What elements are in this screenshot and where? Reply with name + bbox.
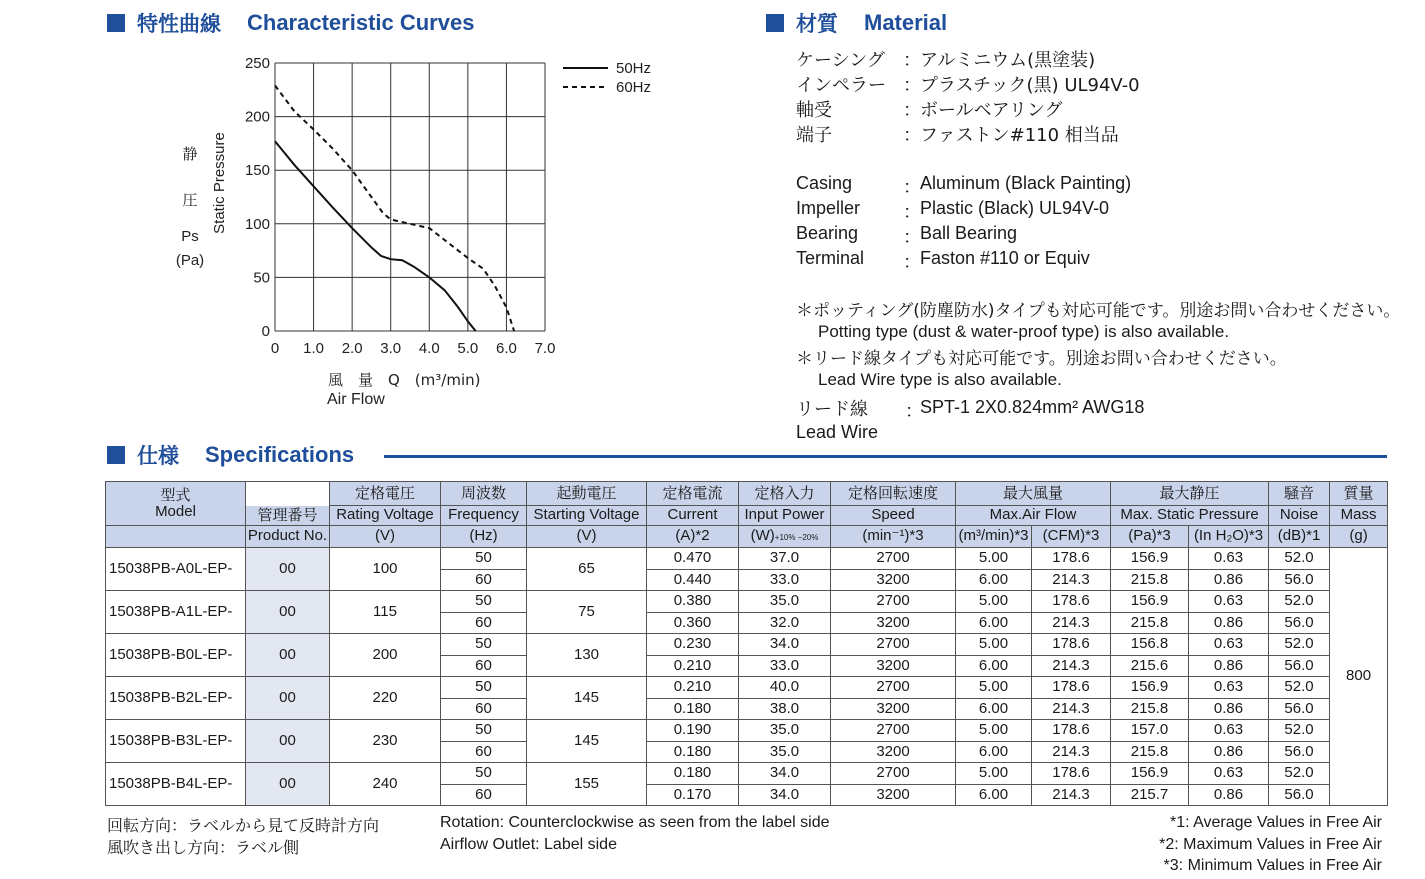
mat-en-label: Casing: [796, 173, 853, 193]
cell-starting-voltage: 65: [527, 548, 647, 591]
cell-frequency: 50: [441, 634, 527, 656]
cell-flow-cfm: 214.3: [1032, 698, 1111, 720]
potting-note-en: Potting type (dust & water-proof type) is also available.: [818, 322, 1230, 341]
cell-flow-m3: 6.00: [956, 569, 1032, 591]
lead-label-en: Lead Wire: [796, 422, 879, 442]
th-start-jp: 起動電圧: [527, 482, 647, 506]
cell-power: 32.0: [739, 612, 831, 634]
cell-frequency: 50: [441, 677, 527, 699]
cell-frequency: 50: [441, 720, 527, 742]
cell-frequency: 50: [441, 763, 527, 785]
th-pow-jp: 定格入力: [739, 482, 831, 506]
x-tick-label: 1.0: [303, 340, 325, 357]
th-speed-jp: 定格回転速度: [831, 482, 956, 506]
x-tick-label: 4.0: [418, 340, 440, 357]
cell-pressure-inh2o: 0.86: [1189, 698, 1269, 720]
th-noise-en: Noise: [1269, 506, 1330, 526]
cell-speed: 3200: [831, 741, 956, 763]
cell-power: 33.0: [739, 569, 831, 591]
x-axis-label-jp: 風 量 Q (m³/min): [328, 371, 481, 389]
cell-pressure-pa: 156.9: [1111, 591, 1189, 613]
mat-jp-colon: ：: [903, 125, 921, 146]
cell-power: 35.0: [739, 741, 831, 763]
curves-title-jp: 特性曲線: [137, 12, 221, 36]
y-tick-label: 150: [244, 162, 270, 180]
cell-flow-m3: 5.00: [956, 548, 1032, 570]
footnote-1: *1: Average Values in Free Air: [1170, 814, 1382, 831]
outlet-en: Airflow Outlet: Label side: [440, 836, 617, 853]
th-flow-jp: 最大風量: [956, 482, 1111, 506]
cell-voltage: 115: [330, 591, 441, 634]
cell-pressure-pa: 215.7: [1111, 784, 1189, 806]
cell-speed: 3200: [831, 698, 956, 720]
cell-frequency: 50: [441, 548, 527, 570]
footnote-2: *2: Maximum Values in Free Air: [1159, 836, 1382, 853]
th-flow-unit-cfm: (CFM)*3: [1032, 526, 1111, 548]
cell-flow-cfm: 178.6: [1032, 548, 1111, 570]
cell-flow-cfm: 214.3: [1032, 612, 1111, 634]
cell-flow-cfm: 178.6: [1032, 591, 1111, 613]
th-flow-unit-m3: (m³/min)*3: [956, 526, 1032, 548]
cell-current: 0.180: [647, 763, 739, 785]
cell-pressure-inh2o: 0.86: [1189, 784, 1269, 806]
rotation-jp: 回転方向：ラベルから見て反時計方向: [107, 816, 380, 835]
rotation-en: Rotation: Counterclockwise as seen from the label side: [440, 814, 830, 831]
th-curr-jp: 定格電流: [647, 482, 739, 506]
cell-power: 34.0: [739, 634, 831, 656]
cell-power: 40.0: [739, 677, 831, 699]
cell-flow-cfm: 214.3: [1032, 784, 1111, 806]
cell-pressure-inh2o: 0.63: [1189, 763, 1269, 785]
cell-flow-m3: 5.00: [956, 720, 1032, 742]
cell-flow-m3: 5.00: [956, 677, 1032, 699]
characteristic-curves-chart: [170, 48, 690, 408]
cell-noise: 52.0: [1269, 763, 1330, 785]
mat-jp-value: ボールベアリング: [920, 100, 1063, 121]
cell-voltage: 100: [330, 548, 441, 591]
th-start-en: Starting Voltage: [527, 506, 647, 526]
cell-starting-voltage: 130: [527, 634, 647, 677]
mat-jp-label: 軸受: [796, 100, 832, 121]
cell-flow-m3: 6.00: [956, 698, 1032, 720]
legend-label: 50Hz: [616, 60, 652, 77]
mat-jp-label: ケーシング: [796, 50, 885, 71]
mat-en-value: Aluminum (Black Painting): [920, 173, 1132, 193]
th-mass-unit: (g): [1330, 526, 1388, 548]
cell-pressure-inh2o: 0.63: [1189, 548, 1269, 570]
cell-noise: 56.0: [1269, 698, 1330, 720]
mat-en-colon: ：: [903, 177, 921, 198]
th-pow-en: Input Power: [739, 506, 831, 526]
series-line-60Hz: [275, 86, 514, 332]
cell-current: 0.170: [647, 784, 739, 806]
cell-speed: 2700: [831, 720, 956, 742]
cell-starting-voltage: 145: [527, 720, 647, 763]
th-prod-en: Product No.: [246, 526, 330, 548]
cell-flow-cfm: 178.6: [1032, 677, 1111, 699]
cell-power: 34.0: [739, 784, 831, 806]
cell-model: 15038PB-A0L-EP-: [106, 548, 246, 591]
cell-power: 33.0: [739, 655, 831, 677]
cell-power: 37.0: [739, 548, 831, 570]
th-volt-unit: (V): [330, 526, 441, 548]
x-tick-label: 0: [270, 340, 280, 357]
cell-flow-m3: 5.00: [956, 591, 1032, 613]
cell-pressure-pa: 215.8: [1111, 612, 1189, 634]
cell-current: 0.380: [647, 591, 739, 613]
cell-speed: 2700: [831, 634, 956, 656]
specs-title-jp: 仕様: [137, 444, 179, 468]
cell-frequency: 60: [441, 741, 527, 763]
y-tick-label: 0: [261, 323, 270, 340]
th-curr-en: Current: [647, 506, 739, 526]
cell-flow-m3: 6.00: [956, 655, 1032, 677]
curves-title-en: Characteristic Curves: [247, 10, 475, 35]
th-flow-en: Max.Air Flow: [956, 506, 1111, 526]
th-press-jp: 最大静圧: [1111, 482, 1269, 506]
cell-power: 38.0: [739, 698, 831, 720]
curves-section-title: [107, 8, 474, 38]
cell-flow-cfm: 178.6: [1032, 720, 1111, 742]
cell-product-no: 00: [246, 677, 330, 720]
cell-speed: 2700: [831, 763, 956, 785]
section-square-icon: [766, 14, 784, 32]
cell-voltage: 230: [330, 720, 441, 763]
cell-pressure-inh2o: 0.63: [1189, 591, 1269, 613]
th-noise-jp: 騒音: [1269, 482, 1330, 506]
cell-noise: 52.0: [1269, 677, 1330, 699]
table-row: [106, 634, 1388, 656]
mat-jp-colon: ：: [903, 100, 921, 121]
lead-value: SPT-1 2X0.824mm² AWG18: [920, 397, 1145, 417]
cell-flow-m3: 5.00: [956, 763, 1032, 785]
cell-pressure-pa: 215.8: [1111, 698, 1189, 720]
mat-jp-colon: ：: [903, 50, 921, 71]
cell-product-no: 00: [246, 548, 330, 591]
cell-frequency: 60: [441, 655, 527, 677]
cell-current: 0.190: [647, 720, 739, 742]
cell-noise: 52.0: [1269, 591, 1330, 613]
lead-colon: ：: [905, 401, 923, 421]
mat-en-label: Impeller: [796, 198, 861, 218]
cell-flow-cfm: 214.3: [1032, 569, 1111, 591]
cell-product-no: 00: [246, 720, 330, 763]
cell-flow-cfm: 178.6: [1032, 763, 1111, 785]
specs-title-rule: [384, 455, 1387, 458]
cell-flow-m3: 6.00: [956, 612, 1032, 634]
cell-frequency: 60: [441, 612, 527, 634]
specifications-table-body: [106, 548, 1388, 806]
cell-noise: 56.0: [1269, 741, 1330, 763]
cell-pressure-inh2o: 0.63: [1189, 720, 1269, 742]
y-axis-label-jp: 静: [182, 145, 198, 163]
th-speed-en: Speed: [831, 506, 956, 526]
cell-power: 35.0: [739, 720, 831, 742]
cell-pressure-pa: 156.8: [1111, 634, 1189, 656]
cell-pressure-pa: 156.9: [1111, 763, 1189, 785]
cell-frequency: 60: [441, 698, 527, 720]
cell-flow-m3: 6.00: [956, 741, 1032, 763]
cell-current: 0.440: [647, 569, 739, 591]
cell-speed: 2700: [831, 677, 956, 699]
mat-jp-label: インペラー: [796, 75, 886, 96]
th-mass-jp: 質量: [1330, 482, 1388, 506]
cell-pressure-inh2o: 0.86: [1189, 612, 1269, 634]
cell-noise: 56.0: [1269, 655, 1330, 677]
table-row: [106, 548, 1388, 570]
leadwire-note-en: Lead Wire type is also available.: [818, 370, 1062, 389]
cell-model: 15038PB-B0L-EP-: [106, 634, 246, 677]
th-speed-unit: (min⁻¹)*3: [831, 526, 956, 548]
section-square-icon: [107, 446, 125, 464]
cell-voltage: 220: [330, 677, 441, 720]
mat-jp-label: 端子: [796, 125, 832, 146]
potting-note-jp: ＊ポッティング(防塵防水)タイプも対応可能です。別途お問い合わせください。: [796, 301, 1401, 321]
cell-power: 35.0: [739, 591, 831, 613]
cell-noise: 56.0: [1269, 612, 1330, 634]
th-mass-en: Mass: [1330, 506, 1388, 526]
cell-starting-voltage: 155: [527, 763, 647, 806]
table-row: [106, 591, 1388, 613]
leadwire-note-jp: ＊リード線タイプも対応可能です。別途お問い合わせください。: [796, 349, 1287, 369]
y-tick-label: 100: [244, 215, 270, 233]
material-title-en: Material: [864, 10, 948, 35]
y-axis-label-jp: Ps: [181, 228, 199, 245]
cell-model: 15038PB-B3L-EP-: [106, 720, 246, 763]
cell-speed: 3200: [831, 655, 956, 677]
cell-speed: 2700: [831, 548, 956, 570]
th-freq-jp: 周波数: [441, 482, 527, 506]
cell-noise: 56.0: [1269, 784, 1330, 806]
cell-pressure-inh2o: 0.63: [1189, 634, 1269, 656]
table-row: [106, 677, 1388, 699]
th-freq-unit: (Hz): [441, 526, 527, 548]
cell-noise: 56.0: [1269, 569, 1330, 591]
cell-speed: 3200: [831, 569, 956, 591]
cell-pressure-inh2o: 0.86: [1189, 655, 1269, 677]
th-prod-jp: 管理番号: [246, 506, 330, 526]
cell-flow-m3: 6.00: [956, 784, 1032, 806]
th-volt-jp: 定格電圧: [330, 482, 441, 506]
mat-en-value: Ball Bearing: [920, 223, 1018, 243]
cell-model: 15038PB-A1L-EP-: [106, 591, 246, 634]
mat-en-label: Bearing: [796, 223, 859, 243]
mat-en-label: Terminal: [796, 248, 865, 268]
cell-starting-voltage: 145: [527, 677, 647, 720]
material-section-title: [766, 8, 947, 38]
cell-flow-m3: 5.00: [956, 634, 1032, 656]
cell-current: 0.470: [647, 548, 739, 570]
cell-power: 34.0: [739, 763, 831, 785]
cell-frequency: 60: [441, 784, 527, 806]
x-axis-label-en: Air Flow: [327, 391, 385, 408]
cell-pressure-pa: 215.6: [1111, 655, 1189, 677]
th-press-unit-inh2o: (In H₂O)*3: [1189, 526, 1269, 548]
x-tick-label: 7.0: [534, 340, 556, 357]
mat-en-value: Faston #110 or Equiv: [920, 248, 1090, 268]
cell-product-no: 00: [246, 591, 330, 634]
cell-pressure-pa: 215.8: [1111, 741, 1189, 763]
mat-jp-value: プラスチック(黒) UL94V-0: [920, 75, 1140, 96]
y-tick-label: 200: [244, 108, 270, 126]
cell-current: 0.210: [647, 677, 739, 699]
cell-pressure-inh2o: 0.86: [1189, 569, 1269, 591]
cell-model: 15038PB-B4L-EP-: [106, 763, 246, 806]
specifications-table: [105, 481, 1388, 806]
cell-speed: 3200: [831, 612, 956, 634]
cell-starting-voltage: 75: [527, 591, 647, 634]
th-press-unit-pa: (Pa)*3: [1111, 526, 1189, 548]
cell-flow-cfm: 178.6: [1032, 634, 1111, 656]
cell-pressure-pa: 157.0: [1111, 720, 1189, 742]
cell-pressure-inh2o: 0.63: [1189, 677, 1269, 699]
th-model-blank: [106, 526, 246, 548]
x-tick-label: 3.0: [380, 340, 402, 357]
mat-jp-value: ファストン#110 相当品: [920, 125, 1119, 146]
y-tick-label: 50: [253, 269, 270, 287]
cell-model: 15038PB-B2L-EP-: [106, 677, 246, 720]
cell-noise: 52.0: [1269, 634, 1330, 656]
mat-en-colon: ：: [903, 252, 921, 273]
cell-pressure-pa: 156.9: [1111, 548, 1189, 570]
cell-noise: 52.0: [1269, 720, 1330, 742]
th-model: 型式 Model: [106, 482, 246, 526]
x-tick-label: 2.0: [341, 340, 363, 357]
specs-section-title: [107, 440, 354, 470]
cell-product-no: 00: [246, 763, 330, 806]
cell-mass: 800: [1330, 548, 1388, 806]
legend-label: 60Hz: [616, 79, 652, 96]
y-axis-label-jp: 圧: [182, 191, 198, 209]
cell-product-no: 00: [246, 634, 330, 677]
cell-pressure-inh2o: 0.86: [1189, 741, 1269, 763]
cell-frequency: 50: [441, 591, 527, 613]
specs-title-en: Specifications: [205, 442, 355, 467]
outlet-jp: 風吹き出し方向：ラベル側: [107, 838, 300, 857]
y-tick-label: 250: [244, 55, 270, 72]
th-volt-en: Rating Voltage: [330, 506, 441, 526]
th-prod-blank: [246, 482, 330, 506]
mat-jp-colon: ：: [903, 75, 921, 96]
x-tick-label: 6.0: [495, 340, 517, 357]
cell-current: 0.360: [647, 612, 739, 634]
cell-flow-cfm: 214.3: [1032, 655, 1111, 677]
cell-voltage: 200: [330, 634, 441, 677]
cell-noise: 52.0: [1269, 548, 1330, 570]
x-tick-label: 5.0: [457, 340, 479, 357]
th-noise-unit: (dB)*1: [1269, 526, 1330, 548]
material-title-jp: 材質: [796, 12, 838, 36]
cell-speed: 3200: [831, 784, 956, 806]
mat-en-colon: ：: [903, 227, 921, 248]
footnote-3: *3: Minimum Values in Free Air: [1163, 857, 1382, 874]
y-axis-label-en: Static Pressure: [211, 132, 228, 234]
cell-flow-cfm: 214.3: [1032, 741, 1111, 763]
cell-current: 0.210: [647, 655, 739, 677]
lead-label-jp: リード線: [796, 399, 868, 420]
y-axis-label-jp: (Pa): [175, 252, 205, 269]
mat-jp-value: アルミニウム(黒塗装): [920, 50, 1096, 71]
th-pow-unit: (W)+10% −20%: [739, 526, 831, 548]
th-press-en: Max. Static Pressure: [1111, 506, 1269, 526]
cell-current: 0.230: [647, 634, 739, 656]
table-row: [106, 763, 1388, 785]
cell-current: 0.180: [647, 698, 739, 720]
th-curr-unit: (A)*2: [647, 526, 739, 548]
cell-pressure-pa: 156.9: [1111, 677, 1189, 699]
cell-current: 0.180: [647, 741, 739, 763]
mat-en-colon: ：: [903, 202, 921, 223]
mat-en-value: Plastic (Black) UL94V-0: [920, 198, 1110, 218]
cell-pressure-pa: 215.8: [1111, 569, 1189, 591]
th-freq-en: Frequency: [441, 506, 527, 526]
cell-speed: 2700: [831, 591, 956, 613]
cell-voltage: 240: [330, 763, 441, 806]
cell-frequency: 60: [441, 569, 527, 591]
th-start-unit: (V): [527, 526, 647, 548]
section-square-icon: [107, 14, 125, 32]
table-row: [106, 720, 1388, 742]
